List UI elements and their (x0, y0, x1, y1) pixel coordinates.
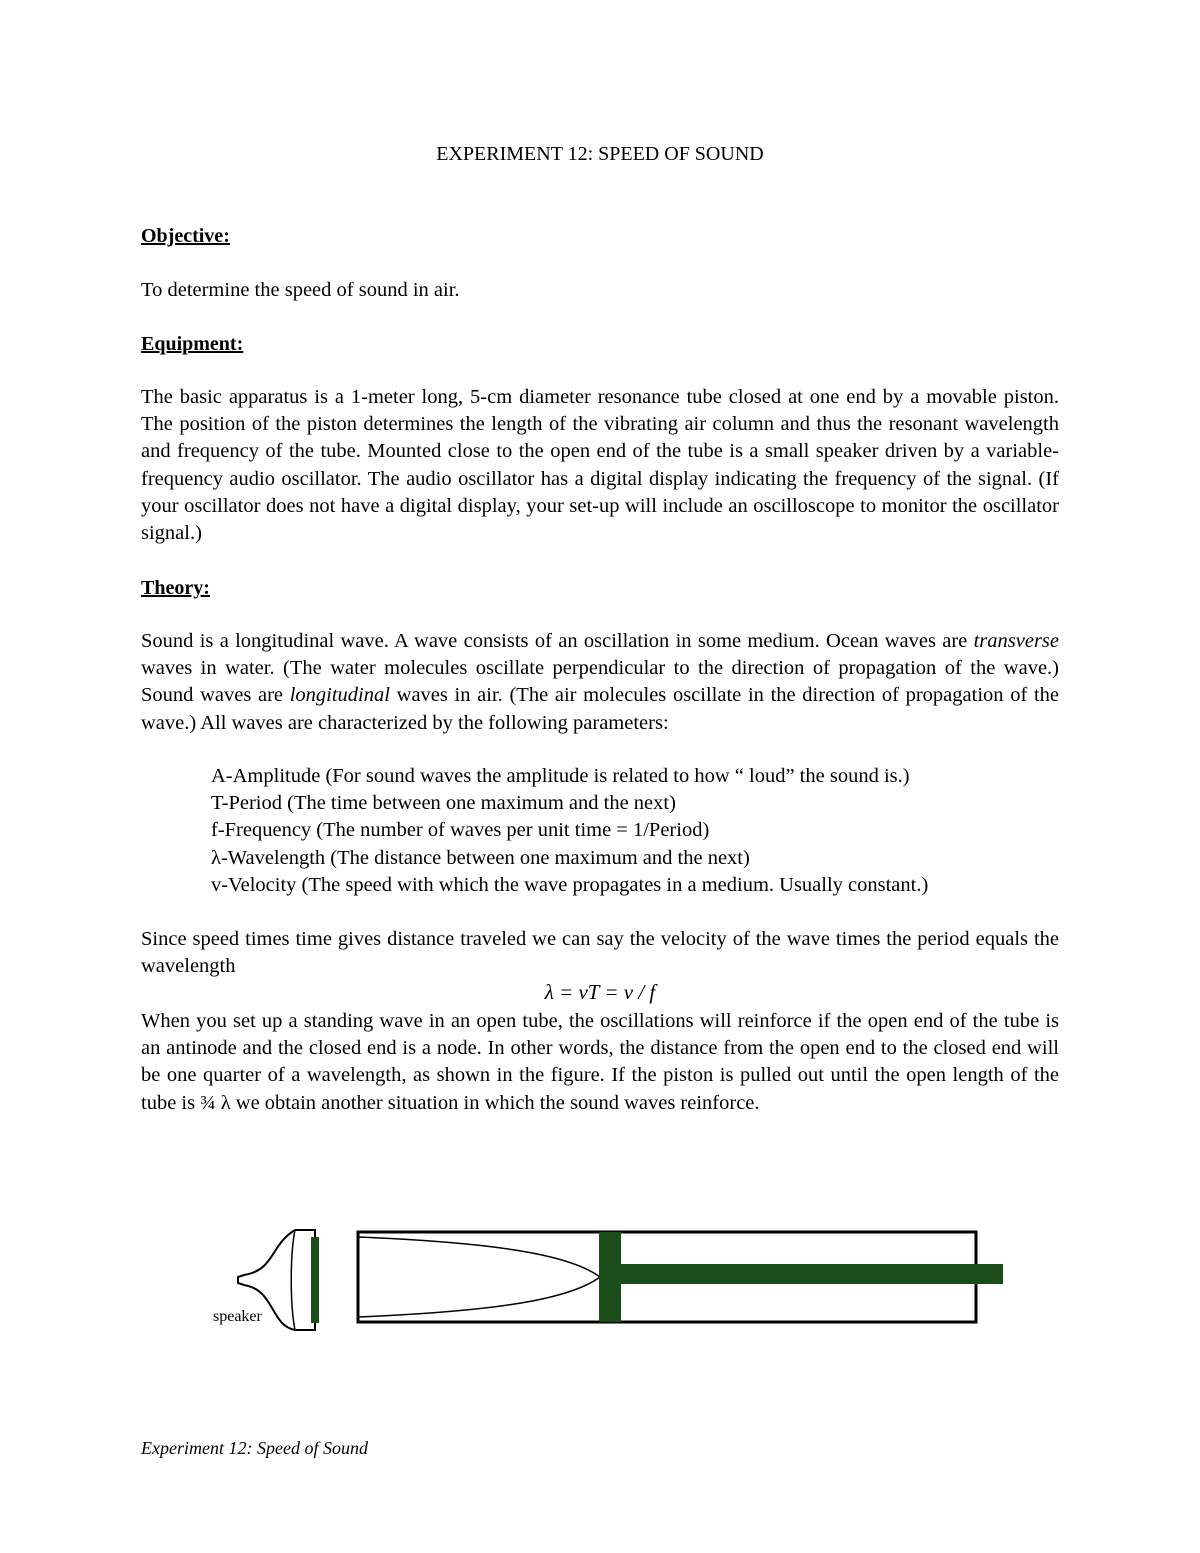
speed-paragraph: Since speed times time gives distance traveled we can say the velocity of the wave times the period equals the wavelength (141, 928, 1059, 978)
parameter-frequency: f-Frequency (The number of waves per unit time = 1/Period) (211, 819, 710, 842)
parameter-wavelength: λ-Wavelength (The distance between one maximum and the next) (211, 846, 750, 869)
standing-wave-lower-curve (358, 1277, 600, 1317)
equipment-heading: Equipment: (141, 333, 244, 355)
theory-intro (141, 628, 1059, 737)
theory-intro-part-3: waves in air. (The air molecules oscillate in the direction of propagation of the wave.) All waves are characterized by the following parameters: (141, 684, 1060, 734)
objective-heading: Objective: (141, 225, 230, 247)
parameter-velocity: v-Velocity (The speed with which the wave propagates in a medium. Usually constant.) (211, 873, 929, 896)
theory-intro-part-2: waves in water. (The water molecules oscillate perpendicular to the direction of propagation of the wave.) Sound waves are (141, 657, 1059, 707)
parameter-amplitude: A-Amplitude (For sound waves the amplitude is related to how “ loud” the sound is.) (211, 765, 910, 787)
wavelength-equation: λ = vT = v / f (544, 980, 656, 1004)
parameter-list (211, 763, 928, 899)
piston (599, 1232, 1003, 1322)
theory-intro-part-1: Sound is a longitudinal wave. A wave consists of an oscillation in some medium. Ocean waves are (141, 630, 974, 652)
page-footer: Experiment 12: Speed of Sound (141, 1438, 368, 1458)
standing-wave-paragraph: When you set up a standing wave in an open tube, the oscillations will reinforce if the open end of the tube is an antinode and the closed end is a node. In other words, the distance from the open end to the closed end will be one quarter of a wavelength, as shown in the figure. If the piston is pulled out until the open length of the tube is ¾ λ we obtain another situation in which the sound waves reinforce. (141, 1010, 1059, 1114)
resonance-tube-figure (200, 1215, 1020, 1345)
standing-wave-upper-curve (358, 1237, 600, 1277)
page-title: EXPERIMENT 12: SPEED OF SOUND (436, 143, 764, 165)
speaker-label: speaker (213, 1308, 262, 1325)
transverse-term: transverse (973, 630, 1059, 652)
parameter-period: T-Period (The time between one maximum and the next) (211, 792, 676, 815)
equipment-text: The basic apparatus is a 1-meter long, 5-cm diameter resonance tube closed at one end by a movable piston. The position of the piston determines the length of the vibrating air column and thus the resonant wavelength and frequency of the tube. Mounted close to the open end of the tube is a small speaker driven by a variable-frequency audio oscillator. The audio oscillator has a digital display indicating the frequency of the signal. (If your oscillator does not have a digital display, your set-up will include an oscilloscope to monitor the oscillator signal.) (141, 386, 1059, 545)
theory-heading: Theory: (141, 577, 210, 599)
longitudinal-term: longitudinal (289, 684, 390, 707)
objective-text: To determine the speed of sound in air. (141, 279, 460, 301)
piston-rod (621, 1264, 1003, 1284)
